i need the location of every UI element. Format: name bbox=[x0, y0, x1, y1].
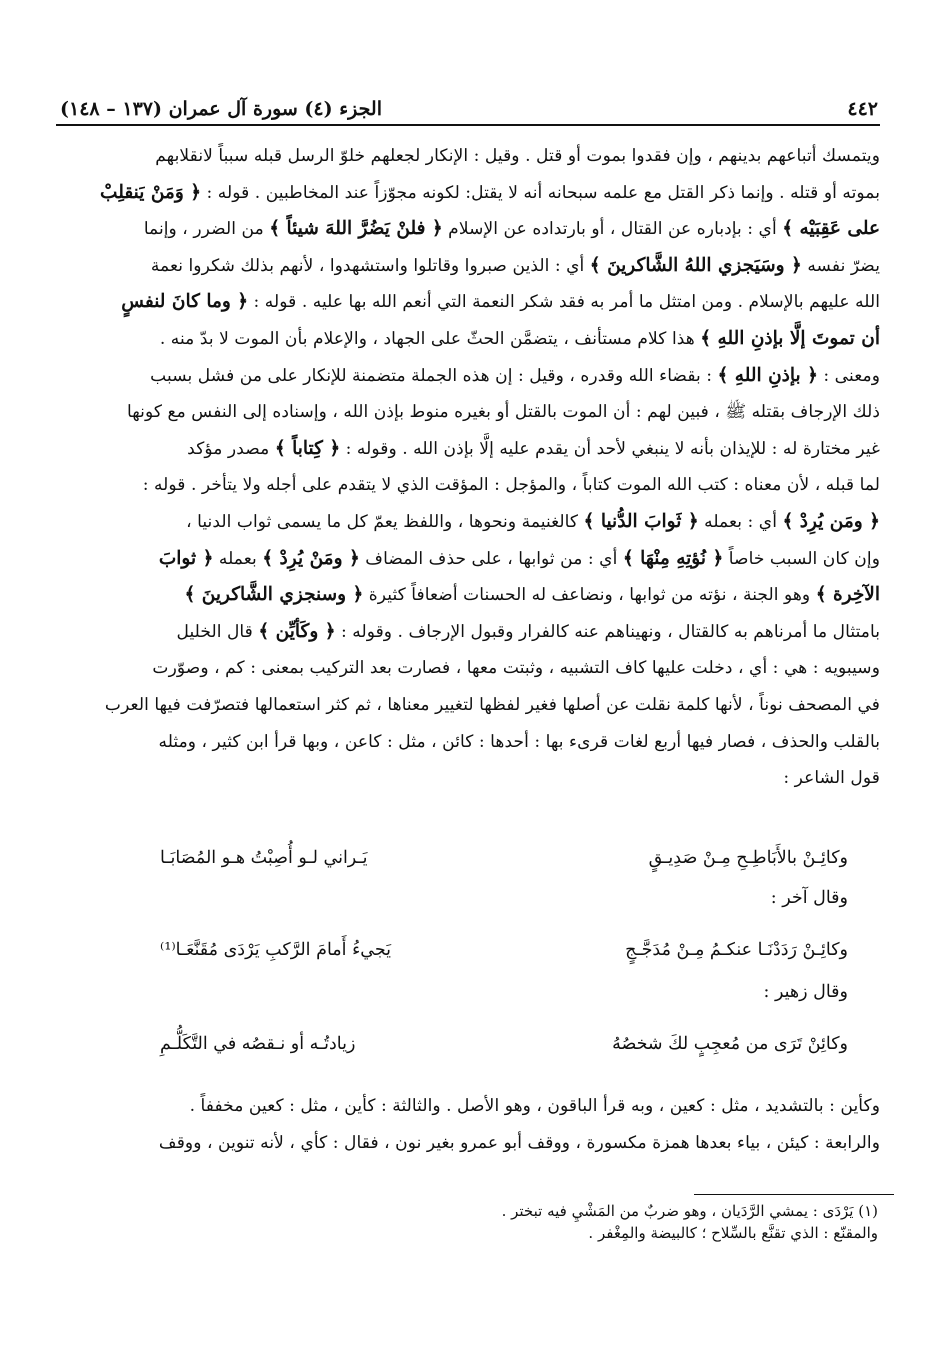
text-line bbox=[50, 394, 880, 431]
page-header bbox=[60, 86, 878, 120]
commentary-text: : بقضاء الله وقدره ، وقيل : إن هذه الجملة متضمنة للإنكار على من فشل بسبب bbox=[150, 365, 718, 386]
commentary-text: بعمله bbox=[213, 548, 263, 569]
text-line bbox=[50, 760, 880, 797]
quran-quote: ﴿ وسنجزي الشَّاكرينَ ﴾ bbox=[184, 584, 364, 606]
commentary-text: لما قبله ، لأن معناه : كتب الله الموت كتاباً ، والمؤجل : المؤقت الذي لا يتقدم على أجله ولا يتأخر . قوله : bbox=[142, 475, 880, 496]
commentary-text: وهو الجنة ، نؤته من ثوابها ، ونضاعف له الحسنات أضعافاً كثيرة bbox=[363, 585, 816, 606]
commentary-text: ذلك الإرجاف بقتله ﷺ ، فبين لهم : أن الموت بالقتل أو بغيره منوط بإذن الله ، وإسناده إلى النفس مع كونها bbox=[127, 402, 880, 423]
commentary-text: غير مختارة له : للإيذان بأنه لا ينبغي لأحد أن يقدم عليه إلَّا بإذن الله . وقوله : bbox=[340, 438, 880, 459]
running-title: الجزء (٤) سورة آل عمران (١٣٧ – ١٤٨) bbox=[60, 98, 382, 120]
poem-verse bbox=[160, 848, 848, 868]
quran-quote: ﴿ وكَأيِّن ﴾ bbox=[258, 620, 336, 642]
quran-quote: أن تموتَ إلَّا بإذنِ اللهِ ﴾ bbox=[700, 327, 880, 349]
page-number: ٤٤٢ bbox=[847, 98, 878, 120]
quran-quote: الآخِرة ﴾ bbox=[815, 584, 880, 606]
commentary-text: أي : بعمله bbox=[698, 511, 783, 532]
continuation-text bbox=[50, 1088, 880, 1162]
commentary-text: من الضرر ، وإنما bbox=[143, 219, 270, 240]
commentary-text: هذا كلام مستأنف ، يتضمَّن الحثّ على الجهاد ، والإعلام بأن الموت لا بدّ منه . bbox=[159, 328, 701, 349]
quran-quote: ﴿ ثوابَ bbox=[158, 547, 214, 569]
commentary-text: وسيبويه : هي : أي ، دخلت عليها كاف التشبيه ، وثبتت معها ، فصارت بعد التركيب بمعنى : كم ، وصوّرت bbox=[152, 658, 880, 679]
commentary-text: أي : من ثوابها ، على حذف المضاف bbox=[359, 548, 623, 569]
text-line bbox=[50, 504, 880, 541]
footnotes bbox=[300, 1200, 878, 1244]
header-rule bbox=[56, 124, 880, 126]
text-line bbox=[50, 248, 880, 285]
commentary-text: بالقلب والحذف ، فصار فيها أربع لغات قرىء بها : أحدها : كائن ، مثل : كاعن ، وبها قرأ ابن كثير ، ومثله bbox=[158, 731, 880, 752]
verse-second-hemistich: زيادتُـه أو نـقصُه في التَّكَلُّـمِ bbox=[160, 1034, 356, 1054]
quran-quote: ﴿ بإذنِ اللهِ ﴾ bbox=[717, 364, 818, 386]
text-line bbox=[50, 687, 880, 724]
commentary-text: في المصحف نوناً ، لأنها كلمة نقلت عن أصلها فغير لفظها لتغيير معناها ، ثم كثر استعمالها فتصرّفت فيها العرب bbox=[104, 694, 880, 715]
commentary-text: يضرّ نفسه bbox=[801, 255, 880, 276]
commentary-text: أي : الذين صبروا وقاتلوا واستشهدوا ، لأنهم بذلك شكروا نعمة bbox=[150, 255, 590, 276]
commentary-text: قال الخليل bbox=[176, 621, 259, 642]
commentary-text: الله عليهم بالإسلام . ومن امتثل ما أمر به فقد شكر النعمة التي أنعم الله بها عليه . قوله : bbox=[248, 292, 880, 313]
quran-quote: ﴿ نُؤتِهِ مِنْهَا ﴾ bbox=[622, 547, 724, 569]
text-line bbox=[50, 138, 880, 175]
text-line bbox=[50, 284, 880, 321]
text-line bbox=[50, 650, 880, 687]
quran-quote: ﴿ ومَن يُرِدْ ﴾ bbox=[782, 510, 880, 532]
quran-quote: ﴿ كِتاباً ﴾ bbox=[274, 437, 341, 459]
text-line bbox=[50, 431, 880, 468]
verse-second-hemistich: يَـراني لـو أُصِبْتُ هـو المُصَابَـا bbox=[160, 848, 368, 868]
quran-quote: ﴿ فلنْ يَضُرَّ اللهَ شيئاً ﴾ bbox=[269, 218, 443, 240]
text-line bbox=[50, 724, 880, 761]
quran-quote: ﴿ ثَوابَ الدُّنيا ﴾ bbox=[583, 510, 699, 532]
quran-quote: ﴿ وسَيَجزي اللهُ الشَّاكرينَ ﴾ bbox=[589, 254, 802, 276]
verse-first-hemistich: وكائِنْ تَرَى من مُعجِبٍ لكَ شخصُهُ bbox=[612, 1034, 848, 1054]
text-line bbox=[50, 358, 880, 395]
commentary-text: أي : بإدباره عن القتال ، أو بارتداده عن الإسلام bbox=[442, 219, 783, 240]
quran-quote: ﴿ وَمَنْ يَنقلِبْ bbox=[100, 181, 202, 203]
quran-quote: ﴿ وما كانَ لنفسٍ bbox=[121, 291, 249, 313]
text-line bbox=[50, 614, 880, 651]
footnote-rule bbox=[694, 1194, 894, 1195]
commentary-text: بامتثال ما أمرناهم به كالقتال ، ونهيناهم عنه كالفرار وقبول الإرجاف . وقوله : bbox=[335, 621, 880, 642]
text-line: وكأين : بالتشديد ، مثل : كعين ، وبه قرأ الباقون ، وهو الأصل . والثالثة : كأين ، مثل : كعين مخففاً . bbox=[189, 1096, 880, 1116]
commentary-text: بموته أو قتله . وإنما ذكر القتل مع علمه سبحانه أنه لا يقتل: لكونه مجوّزاً عند المخاطبين . قوله : bbox=[201, 182, 880, 203]
commentary-text: ويتمسك أتباعهم بدينهم ، وإن فقدوا بموت أو قتل . وقيل : الإنكار لجعلهم خلوّ الرسل قبله سبباً لانقلابهم bbox=[155, 146, 880, 166]
body-text bbox=[50, 138, 880, 797]
commentary-text: كالغنيمة ونحوها ، واللفظ يعمّ كل ما يسمى ثواب الدنيا ، bbox=[186, 511, 584, 532]
quran-quote: ﴿ ومَنْ يُرِدْ ﴾ bbox=[262, 547, 360, 569]
poem-verse bbox=[160, 1034, 848, 1054]
footnote-line: والمقنّع : الذي تقنَّع بالسِّلاح ؛ كالبيضة والمِغْفر . bbox=[588, 1224, 878, 1242]
text-line bbox=[50, 175, 880, 212]
commentary-text: ومعنى : bbox=[817, 365, 880, 386]
poem-attribution: وقال آخر : bbox=[770, 888, 848, 908]
text-line bbox=[50, 467, 880, 504]
commentary-text: وإن كان السبب خاصاً bbox=[723, 548, 880, 569]
text-line bbox=[50, 321, 880, 358]
commentary-text: مصدر مؤكد bbox=[187, 438, 275, 459]
text-line: والرابعة : كيئن ، بياء بعدها همزة مكسورة ، ووقف أبو عمرو بغير نون ، فقال : كأي ، لأنه تنوين ، ووقف bbox=[158, 1133, 880, 1153]
commentary-text: قول الشاعر : bbox=[783, 768, 880, 789]
quran-quote: على عَقِبَيْه ﴾ bbox=[782, 218, 880, 240]
poem-verse bbox=[160, 940, 848, 960]
text-line bbox=[50, 541, 880, 578]
text-line bbox=[50, 211, 880, 248]
verse-first-hemistich: وكائِـنْ رَدَدْنَـا عنكـمُ مِـنْ مُدَجَّـجٍ bbox=[625, 940, 848, 960]
verse-first-hemistich: وكائِـنْ بالأَبَاطِـحِ مِـنْ صَدِيـقٍ bbox=[648, 848, 848, 868]
poem-attribution: وقال زهير : bbox=[763, 982, 848, 1002]
verse-second-hemistich: يَجيءُ أَمامَ الرَّكبِ يَرْدَى مُقَنَّعَـا⁽¹⁾ bbox=[160, 940, 392, 960]
footnote-line: (١) يَرْدَى : يمشي الرَّدَيان ، وهو ضربٌ من المَشْيِ فيه تبختر . bbox=[501, 1202, 878, 1220]
text-line bbox=[50, 577, 880, 614]
